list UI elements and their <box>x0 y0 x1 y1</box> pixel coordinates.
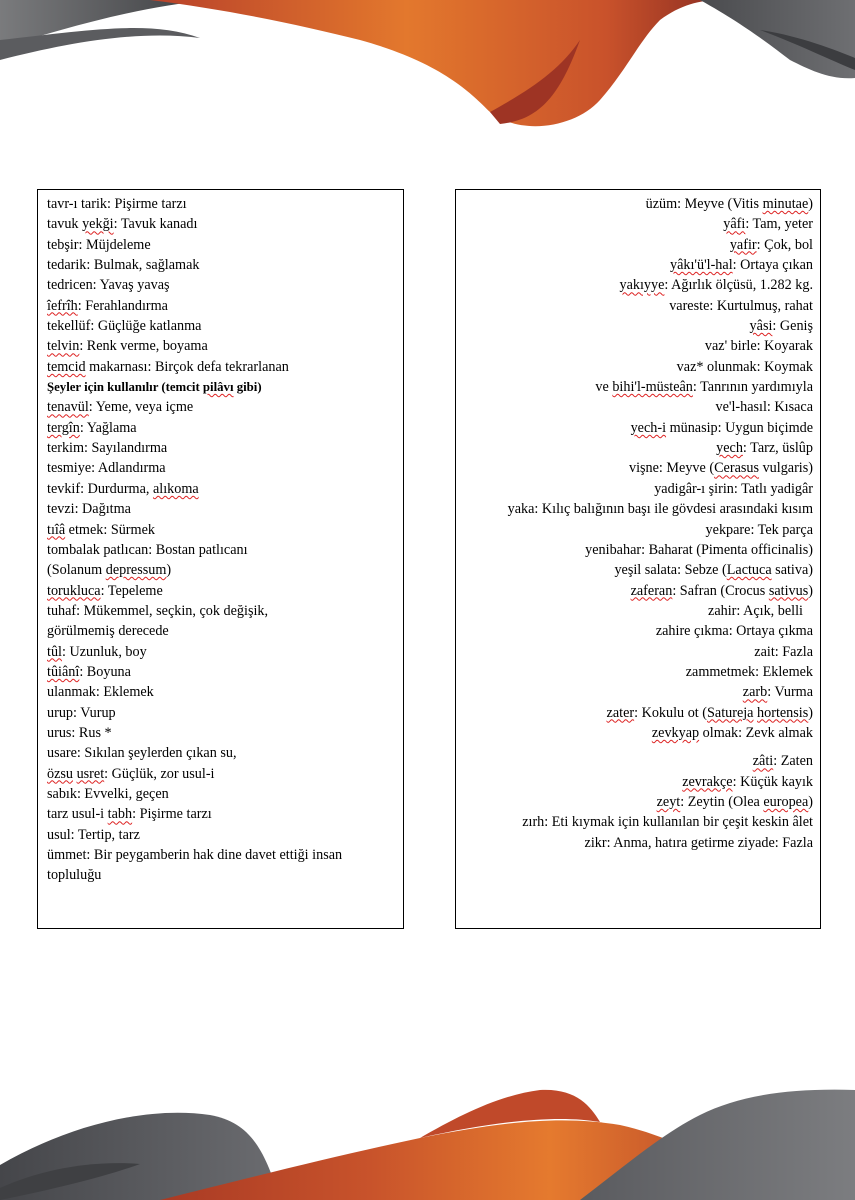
glossary-line: tebşir: Müjdeleme <box>47 236 151 253</box>
glossary-line <box>460 772 813 792</box>
spellcheck-flagged-word: Cerasus <box>714 460 760 477</box>
spellcheck-flagged-word: sativus <box>768 582 809 599</box>
glossary-line: tuhaf: Mükemmel, seçkin, çok değişik, <box>47 602 269 619</box>
glossary-line-text: zevkyap olmak: Zevk almak <box>651 724 813 741</box>
glossary-line <box>460 560 813 580</box>
faint-artifact <box>460 743 813 751</box>
glossary-line <box>47 397 397 417</box>
glossary-line <box>47 336 397 356</box>
spellcheck-flagged-word: telvin <box>47 338 80 355</box>
glossary-line <box>460 214 813 234</box>
glossary-line: zait: Fazla <box>754 643 813 660</box>
glossary-line: ve'l-hasıl: Kısaca <box>715 399 813 416</box>
glossary-line: zammetmek: Eklemek <box>685 663 813 680</box>
spellcheck-flagged-word: tergîn <box>47 419 80 436</box>
glossary-line-text: tevkif: Durdurma, alıkoma <box>47 480 199 497</box>
glossary-line <box>47 479 397 499</box>
glossary-line: usul: Tertip, tarz <box>47 826 140 843</box>
spellcheck-flagged-word: tûl <box>47 643 62 660</box>
glossary-line <box>460 682 813 702</box>
spellcheck-flagged-word: özsu <box>47 765 74 782</box>
spellcheck-flagged-word: alıkoma <box>152 480 199 497</box>
glossary-line-text: tergîn: Yağlama <box>47 419 137 436</box>
spellcheck-flagged-word: zeyt <box>656 793 681 810</box>
spellcheck-flagged-word: tabh <box>107 806 133 823</box>
bottom-ribbon-decoration <box>0 1060 855 1200</box>
glossary-line <box>460 194 813 214</box>
glossary-line-text: ve bihi'l-müsteân: Tanrının yardımıyla <box>595 379 813 396</box>
glossary-line: zahire çıkma: Ortaya çıkma <box>655 623 813 640</box>
glossary-line: urus: Rus * <box>47 724 112 741</box>
glossary-line-text: üzüm: Meyve (Vitis minutae) <box>645 196 813 212</box>
glossary-line-text: yâsi: Geniş <box>749 318 813 335</box>
glossary-line <box>47 418 397 438</box>
glossary-line-text: tıîâ etmek: Sürmek <box>47 521 155 538</box>
glossary-line <box>47 296 397 316</box>
spellcheck-flagged-word: zater <box>606 704 635 721</box>
glossary-line-text: yeşil salata: Sebze (Lactuca sativa) <box>614 562 813 579</box>
glossary-line: terkim: Sayılandırma <box>47 440 168 457</box>
glossary-line-text: yâfi: Tam, yeter <box>723 216 813 233</box>
spellcheck-flagged-word: temcid <box>47 358 86 375</box>
glossary-line: yaka: Kılıç balığının başı ile gövdesi arasındaki kısım <box>507 501 813 518</box>
glossary-line <box>47 357 397 377</box>
spellcheck-flagged-word: usret <box>76 765 105 782</box>
top-ribbon-decoration <box>0 0 855 135</box>
spellcheck-flagged-word: tenavül <box>47 399 89 416</box>
glossary-line <box>460 438 813 458</box>
spellcheck-flagged-word: yech-i <box>630 419 667 436</box>
glossary-line <box>460 703 813 723</box>
glossary-line-text: yech-i münasip: Uygun biçimde <box>630 419 813 436</box>
spellcheck-flagged-word: Lactuca <box>726 562 772 579</box>
glossary-line <box>460 792 813 812</box>
spellcheck-flagged-word: yâsi <box>749 318 773 335</box>
glossary-line-text: torukluca: Tepeleme <box>47 582 163 599</box>
glossary-line-text: (Solanum depressum) <box>47 562 172 579</box>
glossary-line: zikr: Anma, hatıra getirme ziyade: Fazla <box>584 834 813 851</box>
glossary-line: tesmiye: Adlandırma <box>47 460 166 477</box>
spellcheck-flagged-word: zevkyap <box>651 724 700 741</box>
spellcheck-flagged-word: yafir <box>729 236 757 253</box>
glossary-line: zırh: Eti kıymak için kullanılan bir çeşit keskin âlet <box>522 814 813 831</box>
glossary-line: tedricen: Yavaş yavaş <box>47 277 170 294</box>
spellcheck-flagged-word: Satureja <box>707 704 754 721</box>
spellcheck-flagged-word: yâkı'ü'l-hal <box>670 257 733 274</box>
glossary-line-text: yafir: Çok, bol <box>729 236 813 253</box>
glossary-line: urup: Vurup <box>47 704 116 721</box>
glossary-line: ulanmak: Eklemek <box>47 684 154 701</box>
glossary-line-text: tenavül: Yeme, veya içme <box>47 399 194 416</box>
spellcheck-flagged-word: tûiânî <box>47 663 80 680</box>
spellcheck-flagged-word: zâti <box>752 753 774 770</box>
glossary-line: usare: Sıkılan şeylerden çıkan su, <box>47 745 237 762</box>
glossary-line <box>47 662 397 682</box>
spellcheck-flagged-word: zevrakçe <box>682 773 733 790</box>
glossary-line: tombalak patlıcan: Bostan patlıcanı <box>47 541 248 558</box>
spellcheck-flagged-word: yech <box>716 440 743 457</box>
glossary-line-text: tavuk yekği: Tavuk kanadı <box>47 216 198 233</box>
glossary-line-text: zater: Kokulu ot (Satureja hortensis) <box>606 704 813 721</box>
glossary-line <box>47 804 397 824</box>
spellcheck-flagged-word: torukluca <box>47 582 101 599</box>
spellcheck-flagged-word: bihi'l-müsteân <box>612 379 693 396</box>
glossary-line: tavr-ı tarik: Pişirme tarzı <box>47 196 187 212</box>
glossary-line-text: vişne: Meyve (Cerasus vulgaris) <box>628 460 813 477</box>
glossary-line: tedarik: Bulmak, sağlamak <box>47 257 200 274</box>
glossary-line-text: Şeyler için kullanılır (temcit pilâvı gibi) <box>47 380 262 395</box>
spellcheck-flagged-word: îefrîh <box>47 297 78 314</box>
glossary-line <box>460 751 813 771</box>
glossary-line: görülmemiş derecede <box>47 623 169 640</box>
spellcheck-flagged-word: tıîâ <box>47 521 66 538</box>
glossary-line: yenibahar: Baharat (Pimenta officinalis) <box>585 541 813 558</box>
glossary-line <box>460 255 813 275</box>
glossary-line <box>460 275 813 295</box>
glossary-line: vareste: Kurtulmuş, rahat <box>669 297 813 314</box>
glossary-line: vaz' birle: Koyarak <box>704 338 813 355</box>
glossary-line: zahir: Açık, belli <box>708 602 803 619</box>
glossary-line: tekellüf: Güçlüğe katlanma <box>47 318 202 335</box>
glossary-line-text: tarz usul-i tabh: Pişirme tarzı <box>47 806 212 823</box>
glossary-line-text: yâkı'ü'l-hal: Ortaya çıkan <box>670 257 813 274</box>
glossary-line-text: zevrakçe: Küçük kayık <box>682 773 813 790</box>
glossary-line-text: zâti: Zaten <box>752 753 813 770</box>
glossary-line-bold <box>47 377 397 397</box>
glossary-line <box>47 642 397 662</box>
spellcheck-flagged-word: depressum <box>105 562 167 579</box>
glossary-line: ümmet: Bir peygamberin hak dine davet ettiği insan topluluğu <box>47 847 343 884</box>
glossary-line: sabık: Evvelki, geçen <box>47 785 169 802</box>
glossary-line <box>47 520 397 540</box>
glossary-line-text: zarb: Vurma <box>742 684 813 701</box>
glossary-line <box>460 418 813 438</box>
glossary-line <box>47 560 397 580</box>
glossary-line <box>460 377 813 397</box>
right-glossary-column <box>455 189 821 929</box>
glossary-line: vaz* olunmak: Koymak <box>676 358 813 375</box>
spellcheck-flagged-word: zaferan <box>630 582 673 599</box>
glossary-line-text: tûl: Uzunluk, boy <box>47 643 147 660</box>
glossary-line-text: temcid makarnası: Birçok defa tekrarlanan <box>47 358 289 375</box>
glossary-line <box>47 581 397 601</box>
glossary-line <box>460 458 813 478</box>
glossary-line <box>460 723 813 743</box>
glossary-line <box>47 764 397 784</box>
glossary-line <box>460 581 813 601</box>
spellcheck-flagged-word: pilâvı <box>202 380 234 395</box>
glossary-line <box>47 214 397 234</box>
glossary-line <box>460 316 813 336</box>
glossary-line-text: özsu usret: Güçlük, zor usul-i <box>47 765 215 782</box>
glossary-line: yadigâr-ı şirin: Tatlı yadigâr <box>654 480 813 497</box>
spellcheck-flagged-word: yâfi <box>723 216 746 233</box>
glossary-line-text: zaferan: Safran (Crocus sativus) <box>630 582 813 599</box>
spellcheck-flagged-word: zarb <box>742 684 768 701</box>
glossary-line <box>460 235 813 255</box>
glossary-line-text: zeyt: Zeytin (Olea europea) <box>656 793 813 810</box>
left-glossary-column <box>37 189 404 929</box>
glossary-line-text: yech: Tarz, üslûp <box>716 440 813 457</box>
glossary-line-text: yakıyye: Ağırlık ölçüsü, 1.282 kg. <box>619 277 813 294</box>
spellcheck-flagged-word: europea <box>763 793 809 810</box>
glossary-line: tevzi: Dağıtma <box>47 501 131 518</box>
glossary-line-text: îefrîh: Ferahlandırma <box>47 297 168 314</box>
spellcheck-flagged-word: yakıyye <box>619 277 665 294</box>
glossary-line: yekpare: Tek parça <box>705 521 813 538</box>
spellcheck-flagged-word: yekği <box>82 216 114 233</box>
spellcheck-flagged-word: hortensis <box>757 704 809 721</box>
glossary-line-text: tûiânî: Boyuna <box>47 663 131 680</box>
spellcheck-flagged-word: minutae <box>762 196 809 212</box>
glossary-line-text: telvin: Renk verme, boyama <box>47 338 208 355</box>
